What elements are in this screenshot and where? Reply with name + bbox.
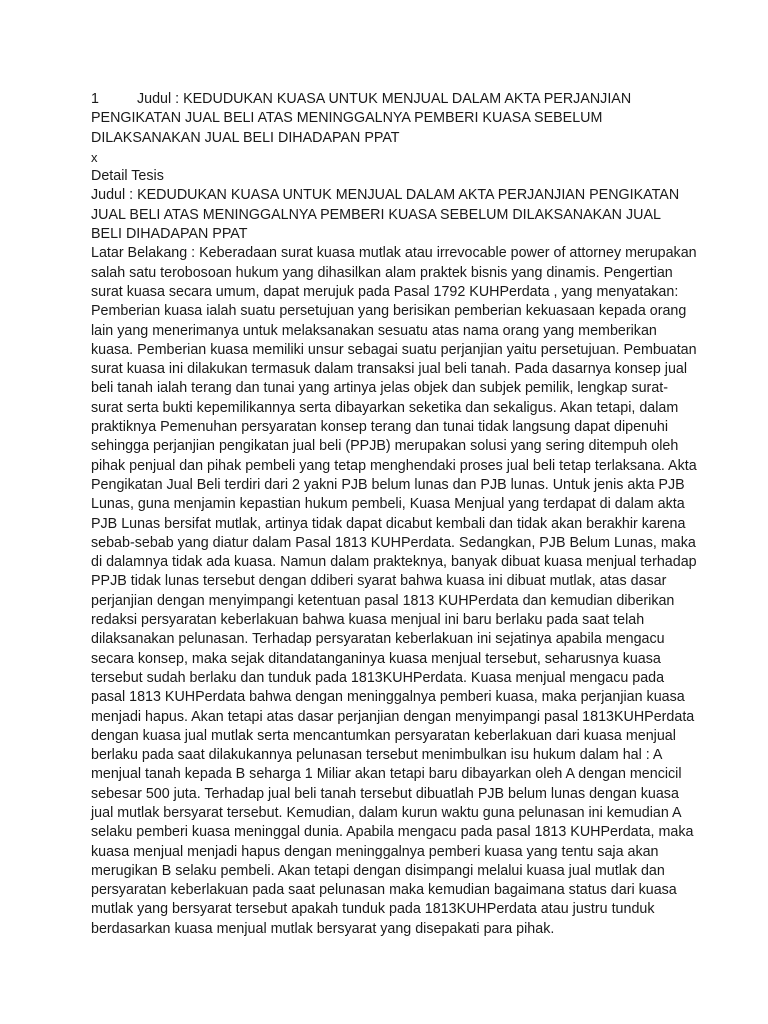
paragraph-line: Pemberian kuasa ialah suatu persetujuan yang berisikan pemberian kekuasaan kepada orang — [91, 303, 687, 320]
paragraph-line: kuasa. Pemberian kuasa memiliki unsur sebagai suatu perjanjian yaitu persetujuan. Pembuatan — [91, 341, 697, 358]
paragraph-line: PPJB tidak lunas tersebut dengan ddiberi syarat bahwa kuasa ini dibuat mutlak, atas dasar — [91, 573, 667, 590]
heading-line: DILAKSANAKAN JUAL BELI DIHADAPAN PPAT — [91, 129, 400, 146]
paragraph-line: pihak penjual dan pihak pembeli yang tetap menghendaki proses jual beli tetap terlaksana. Akta — [91, 457, 697, 474]
paragraph-line: Pengikatan Jual Beli terdiri dari 2 yakni PJB belum lunas dan PJB lunas. Untuk jenis akta PJB — [91, 476, 685, 493]
paragraph-line: persyaratan keberlakuan pada saat pelunasan maka kemudian bagaimana status dari kuasa — [91, 882, 677, 899]
paragraph-line: selaku pemberi kuasa meninggal dunia. Apabila mengacu pada pasal 1813 KUHPerdata, maka — [91, 824, 694, 841]
paragraph-line: tersebut sudah berlaku dan tunduk pada 1813KUHPerdata. Kuasa menjual mengacu pada — [91, 669, 665, 686]
heading-title-start: Judul : KEDUDUKAN KUASA UNTUK MENJUAL DALAM AKTA PERJANJIAN — [137, 91, 632, 107]
paragraph-line: beli tanah ialah terang dan tunai yang artinya jelas objek dan subjek pemilik, lengkap surat- — [91, 380, 669, 397]
paragraph-line: mutlak yang bersyarat tersebut apakah tunduk pada 1813KUHPerdata atau justru tunduk — [91, 901, 655, 918]
paragraph-line: salah satu terobosoan hukum yang dihasilkan alam praktek bisnis yang dinamis. Pengertian — [91, 264, 673, 281]
paragraph-line: dengan kuasa jual mutlak serta mencantumkan persyaratan keberlakuan dari kuasa menjual — [91, 727, 676, 744]
paragraph-line: lain yang menerimanya untuk melaksanakan sesuatu atas nama orang yang memberikan — [91, 322, 657, 339]
paragraph-line: redaksi persyaratan keberlakuan bahwa kuasa menjual ini baru berlaku pada saat telah — [91, 612, 645, 629]
paragraph-line: surat serta bukti kepemilikannya serta dibayarkan seketika dan sekaligus. Akan tetapi, dalam — [91, 399, 679, 416]
background-text — [91, 244, 697, 939]
document-content — [91, 90, 697, 939]
paragraph-line: di dalamnya tidak ada kuasa. Namun dalam prakteknya, banyak dibuat kuasa menjual terhadap — [91, 554, 697, 571]
paragraph-line: sebab-sebab yang diatur dalam Pasal 1813 KUHPerdata. Sedangkan, PJB Belum Lunas, maka — [91, 534, 696, 551]
paragraph-line: perjanjian dengan menyimpangi ketentuan pasal 1813 KUHPerdata dan kemudian diberikan — [91, 592, 675, 609]
title-line: JUAL BELI ATAS MENINGGALNYA PEMBERI KUASA SEBELUM DILAKSANAKAN JUAL — [91, 206, 661, 223]
detail-label: Detail Tesis — [91, 168, 164, 185]
heading-first-line — [91, 90, 691, 109]
paragraph-line: Latar Belakang : Keberadaan surat kuasa mutlak atau irrevocable power of attorney merupakan — [91, 245, 697, 262]
paragraph-line: menjadi hapus. Akan tetapi atas dasar perjanjian dengan menyimpangi pasal 1813KUHPerdata — [91, 708, 695, 725]
paragraph-line: jual mutlak bersyarat tersebut. Kemudian, dalam kurun waktu guna pelunasan ini kemudian A — [91, 804, 682, 821]
paragraph-line: kuasa menjual menjadi hapus dengan meninggalnya pemberi kuasa yang tentu saja akan — [91, 843, 659, 860]
paragraph-line: merugikan B selaku pembeli. Akan tetapi dengan disimpangi melalui kuasa jual mutlak dan — [91, 862, 665, 879]
heading-line: PENGIKATAN JUAL BELI ATAS MENINGGALNYA PEMBERI KUASA SEBELUM — [91, 110, 603, 127]
title-line: Judul : KEDUDUKAN KUASA UNTUK MENJUAL DALAM AKTA PERJANJIAN PENGIKATAN — [91, 187, 680, 204]
paragraph-line: dilaksanakan pelunasan. Terhadap persyaratan keberlakuan ini sejatinya apabila mengacu — [91, 631, 665, 648]
paragraph-line: sebesar 500 juta. Terhadap jual beli tanah tersebut dibuatlah PJB belum lunas dengan kuasa — [91, 785, 679, 802]
paragraph-line: berdasarkan kuasa menjual mutlak bersyarat yang disepakati para pihak. — [91, 920, 555, 937]
title-line: BELI DIHADAPAN PPAT — [91, 226, 248, 243]
paragraph-line: menjual tanah kepada B seharga 1 Miliar akan tetapi baru dibayarkan oleh A dengan mencicil — [91, 766, 682, 783]
paragraph-line: surat kuasa ini dilakukan termasuk dalam transaksi jual beli tanah. Pada dasarnya konsep jual — [91, 361, 688, 378]
paragraph-line: berlaku pada saat dilakukannya pelunasan tersebut menimbulkan isu hukum dalam hal : A — [91, 747, 663, 764]
paragraph-line: sehingga perjanjian pengikatan jual beli (PPJB) merupakan solusi yang sering ditempuh oleh — [91, 438, 679, 455]
paragraph-line: PJB Lunas bersifat mutlak, artinya tidak dapat dicabut kembali dan tidak akan berakhir karena — [91, 515, 686, 532]
close-mark: x — [91, 149, 98, 165]
paragraph-line: Lunas, guna menjamin kepastian hukum pembeli, Kuasa Menjual yang terdapat di dalam akta — [91, 496, 685, 513]
paragraph-line: surat kuasa secara umum, dapat merujuk pada Pasal 1792 KUHPerdata , yang menyatakan: — [91, 283, 679, 300]
heading-number: 1 — [91, 91, 99, 107]
paragraph-line: secara konsep, maka sejak ditandatanganinya kuasa menjual tersebut, seharusnya kuasa — [91, 650, 661, 667]
paragraph-line: praktiknya Pemenuhan persyaratan konsep terang dan tunai tidak langsung dapat dipenuhi — [91, 419, 669, 436]
thesis-title — [91, 186, 691, 244]
paragraph-line: pasal 1813 KUHPerdata bahwa dengan meninggalnya pemberi kuasa, maka perjanjian kuasa — [91, 689, 685, 706]
